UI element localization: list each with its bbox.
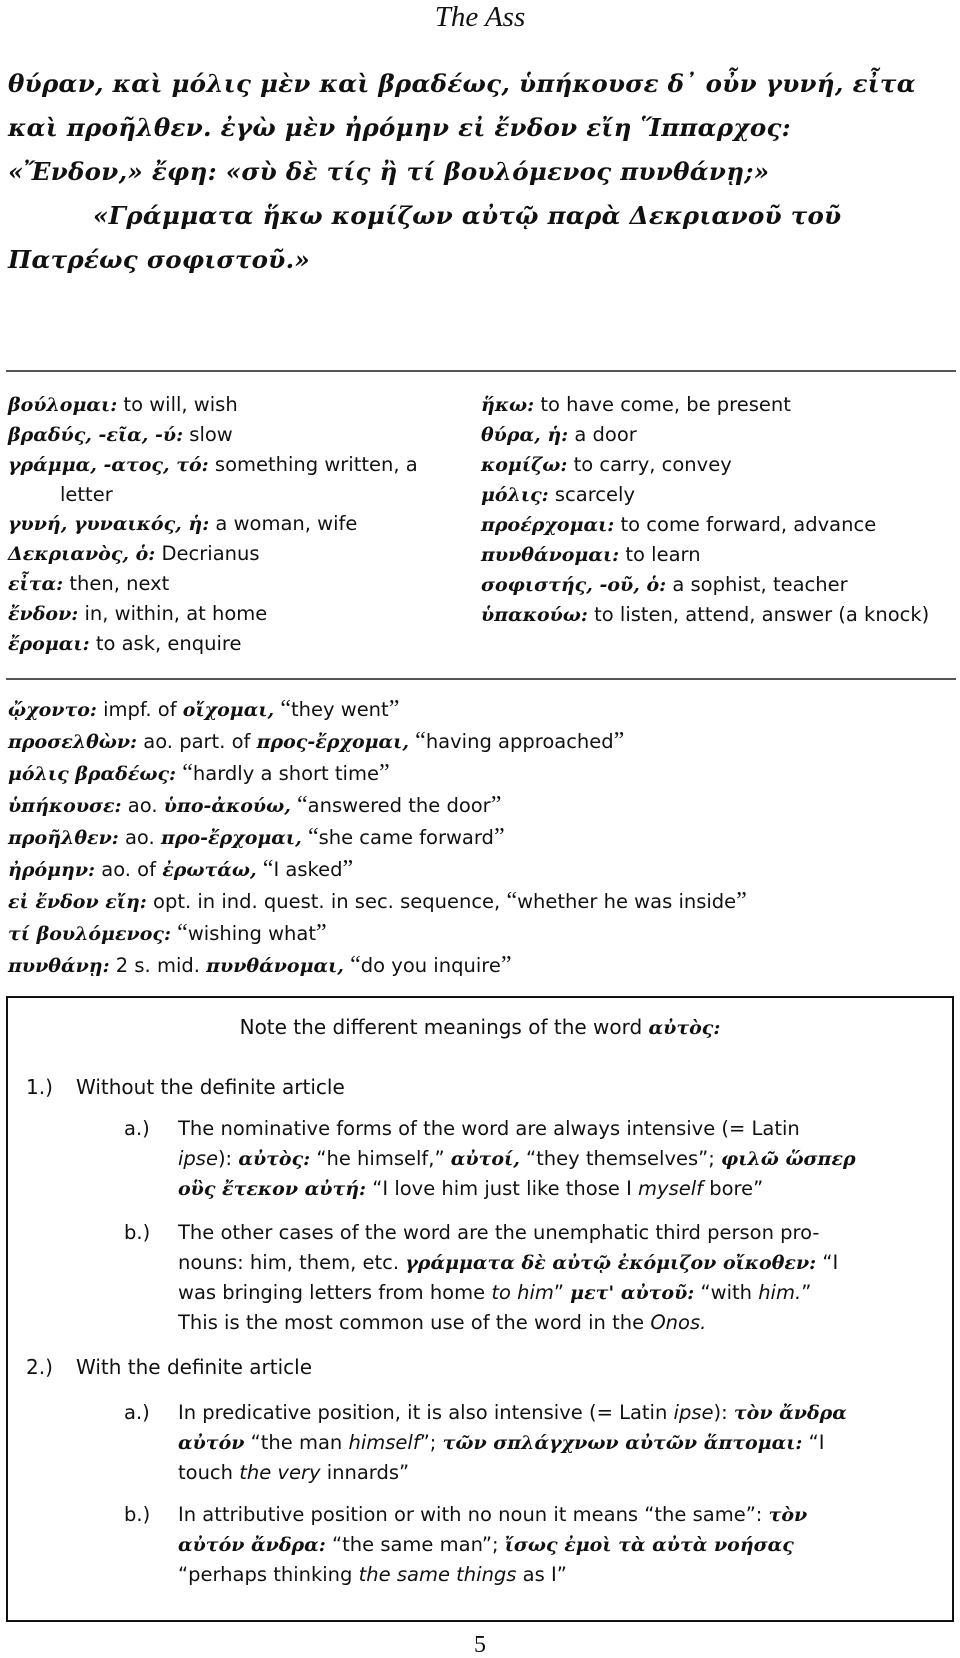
definition: scarcely: [554, 483, 635, 506]
note-grammar: 2 s. mid.: [115, 954, 200, 977]
headword: σοφιστής, -οῦ, ὁ:: [481, 574, 667, 596]
note-headword: ὑπήκουσε:: [8, 795, 122, 817]
note-grammar: ao. of: [101, 858, 156, 881]
headword: ὑπακούω:: [481, 604, 588, 626]
note-headword: εἰ ἔνδον εἴη:: [8, 891, 147, 913]
passage-line: «Ἔνδον,» ἔφη: «σὺ δὲ τίς ἢ τί βουλόμενος πυνθάνῃ;»: [8, 157, 770, 186]
vocab-entry: [481, 570, 941, 600]
definition: to learn: [625, 543, 701, 566]
note-gloss: I asked: [273, 858, 343, 881]
note-line: ὑπήκουσε: ao. ὑπο-ἀκούω, “answered the door”: [8, 792, 502, 818]
note-grammar: ao.: [127, 794, 158, 817]
section-without-article: 1.) Without the definite article: [26, 1075, 345, 1099]
vocab-entry: [481, 510, 941, 540]
headword: βούλομαι:: [8, 394, 118, 416]
definition: in, within, at home: [84, 602, 268, 625]
definition: a door: [574, 423, 637, 446]
vocab-entry: [8, 569, 468, 599]
definition: to have come, be present: [540, 393, 791, 416]
note-line: προῆλθεν: ao. προ-ἔρχομαι, “she came forward”: [8, 824, 505, 850]
note-gloss: whether he was inside: [517, 890, 737, 913]
definition: slow: [189, 423, 233, 446]
definition: to will, wish: [123, 393, 238, 416]
page-number: 5: [474, 1632, 486, 1658]
section-with-article: 2.) With the definite article: [26, 1355, 313, 1379]
vocab-entry: [481, 480, 941, 510]
vocab-entry: [8, 450, 468, 509]
note-headword: ᾤχοντο:: [8, 699, 97, 721]
note-line: εἰ ἔνδον εἴη: opt. in ind. quest. in sec. sequence, “whether he was inside”: [8, 888, 747, 914]
note-gloss: do you inquire: [360, 954, 501, 977]
headword: κομίζω:: [481, 454, 568, 476]
note-line: πυνθάνῃ: 2 s. mid. πυνθάνομαι, “do you inquire”: [8, 952, 512, 978]
note-line: τί βουλόμενος: “wishing what”: [8, 920, 327, 946]
note-line: ᾤχοντο: impf. of οἴχομαι, “they went”: [8, 696, 400, 722]
definition: to ask, enquire: [95, 632, 242, 655]
headword: πυνθάνομαι:: [481, 544, 620, 566]
note-reference: προ-ἔρχομαι,: [160, 827, 302, 849]
definition: to come forward, advance: [620, 513, 877, 536]
commentary-notes: [8, 694, 948, 982]
vocab-entry: [8, 629, 468, 659]
headword: βραδύς, -εῖα, -ύ:: [8, 424, 184, 446]
headword: θύρα, ἡ:: [481, 424, 569, 446]
headword: γράμμα, -ατος, τό:: [8, 454, 209, 476]
item-oblique-pronoun: b.) The other cases of the word are the unemphatic third person pro- nouns: him, them, etc. γράμματα δὲ αὐτῷ ἐκόμιζον οἴκοθεν: “I was bringing letters from home to him” μετ' αὐτοῦ: “with him.” This is the most common use of the word in the Onos.: [124, 1221, 839, 1334]
definition: to carry, convey: [573, 453, 732, 476]
note-reference: ἐρωτάω,: [162, 859, 257, 881]
vocab-entry: [8, 509, 468, 539]
vocabulary-column-right: [481, 390, 941, 630]
note-reference: προς-ἔρχομαι,: [256, 731, 409, 753]
note-line: προσελθὼν: ao. part. of προς-ἔρχομαι, “having approached”: [8, 728, 625, 754]
headword: προέρχομαι:: [481, 514, 615, 536]
passage-line: θύραν, καὶ μόλις μὲν καὶ βραδέως, ὑπήκουσε δ᾽ οὖν γυνή, εἶτα: [8, 69, 916, 98]
headword: μόλις:: [481, 484, 549, 506]
headword: γυνή, γυναικός, ἡ:: [8, 513, 210, 535]
note-gloss: hardly a short time: [192, 762, 379, 785]
note-reference: οἴχομαι,: [182, 699, 275, 721]
definition: then, next: [69, 572, 170, 595]
note-gloss: having approached: [425, 730, 614, 753]
passage-line: καὶ προῆλθεν. ἐγὼ μὲν ἠρόμην εἰ ἔνδον εἴη Ἵππαρχος:: [8, 113, 792, 142]
definition: a sophist, teacher: [672, 573, 848, 596]
item-nominative-intensive: a.) The nominative forms of the word are always intensive (= Latin ipse): αὐτὸς: “he himself,” αὐτοί, “they themselves”; φιλῶ ὥσπερ οὓς ἔτεκον αὐτή: “I love him just like those I myself bore”: [124, 1117, 856, 1200]
vocab-entry: [8, 599, 468, 629]
note-gloss: they went: [291, 698, 389, 721]
headword: ἥκω:: [481, 394, 535, 416]
headword: ἔρομαι:: [8, 633, 90, 655]
note-reference: ὑπο-ἀκούω,: [163, 795, 291, 817]
grammar-box-title: Note the different meanings of the word αὐτὸς:: [239, 1015, 721, 1039]
vocab-entry: [8, 420, 468, 450]
passage-line: «Γράμματα ἥκω κομίζων αὐτῷ παρὰ Δεκριανοῦ τοῦ: [93, 201, 842, 230]
item-predicative-position: a.) In predicative position, it is also intensive (= Latin ipse): τὸν ἄνδρα αὐτόν “the man himself”; τῶν σπλάγχνων αὐτῶν ἅπτομαι: “I touch the very innards”: [124, 1401, 847, 1484]
note-gloss: she came forward: [318, 826, 494, 849]
headword: ἔνδον:: [8, 603, 79, 625]
note-grammar: ao.: [124, 826, 155, 849]
vocab-entry: [481, 390, 941, 420]
note-grammar: opt. in ind. quest. in sec. sequence,: [153, 890, 501, 913]
headword: Δεκριανὸς, ὁ:: [8, 543, 156, 565]
greek-passage: [8, 62, 938, 282]
vocab-entry: [481, 600, 941, 630]
note-headword: τί βουλόμενος:: [8, 923, 171, 945]
note-headword: προῆλθεν:: [8, 827, 119, 849]
running-header: The Ass: [434, 1, 526, 33]
vocab-entry: [8, 539, 468, 569]
headword: εἶτα:: [8, 573, 64, 595]
item-attributive-position: b.) In attributive position or with no noun it means “the same”: τὸν αὐτόν ἄνδρα: “the same man”; ἴσως ἐμοὶ τὰ αὐτὰ νοήσας “perhaps thinking the same things as I”: [124, 1503, 808, 1586]
note-headword: μόλις βραδέως:: [8, 763, 177, 785]
definition: something written, a letter: [60, 453, 418, 506]
note-gloss: wishing what: [187, 922, 316, 945]
note-line: ἠρόμην: ao. of ἐρωτάω, “I asked”: [8, 856, 354, 882]
note-grammar: impf. of: [103, 698, 177, 721]
passage-line: Πατρέως σοφιστοῦ.»: [8, 245, 311, 274]
divider-bottom: [6, 678, 956, 680]
definition: to listen, attend, answer (a knock): [594, 603, 930, 626]
vocab-entry: [481, 420, 941, 450]
vocab-entry: [8, 390, 468, 420]
note-grammar: ao. part. of: [143, 730, 251, 753]
divider-top: [6, 370, 956, 372]
vocab-entry: [481, 450, 941, 480]
note-headword: ἠρόμην:: [8, 859, 96, 881]
note-reference: πυνθάνομαι,: [206, 955, 344, 977]
note-line: μόλις βραδέως: “hardly a short time”: [8, 760, 390, 786]
vocab-entry: [481, 540, 941, 570]
vocabulary-column-left: [8, 390, 468, 659]
note-headword: πυνθάνῃ:: [8, 955, 110, 977]
definition: Decrianus: [161, 542, 260, 565]
definition: a woman, wife: [215, 512, 358, 535]
note-gloss: answered the door: [307, 794, 491, 817]
note-headword: προσελθὼν:: [8, 731, 138, 753]
